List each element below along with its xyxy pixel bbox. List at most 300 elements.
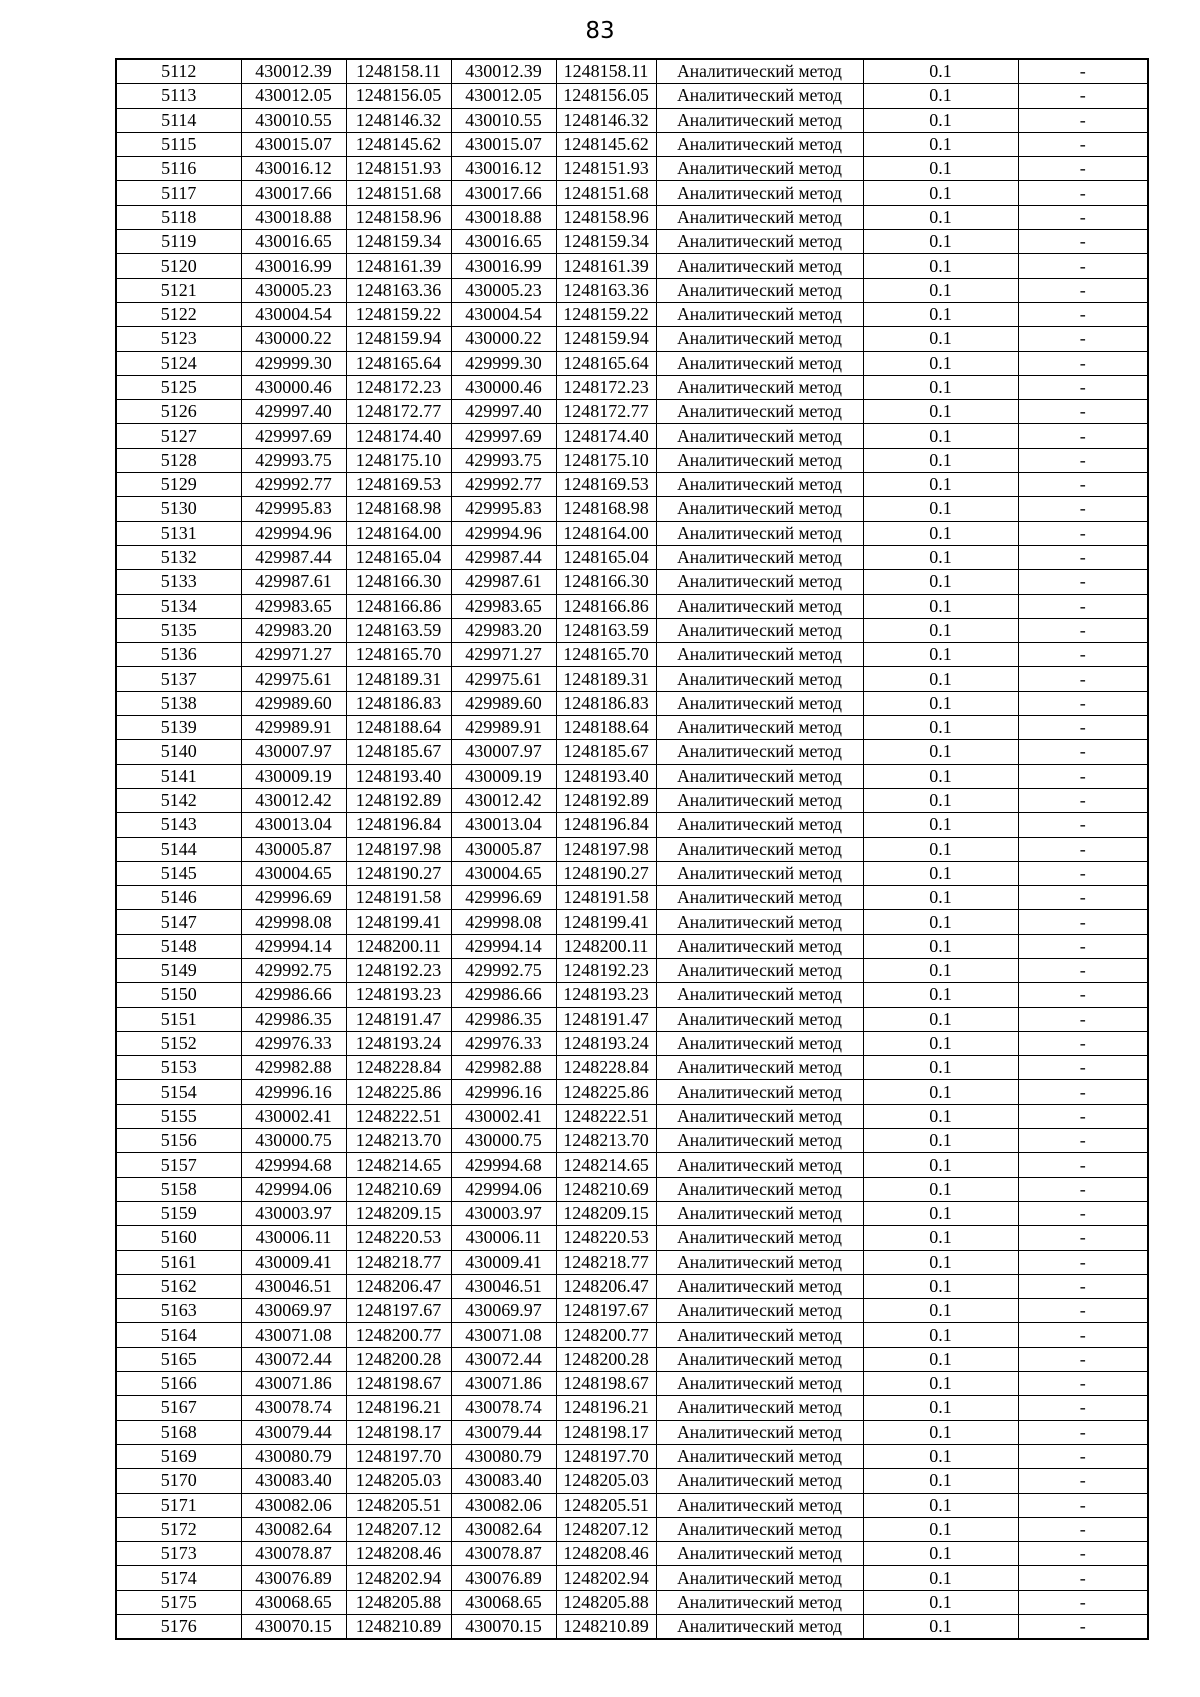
point-number-cell: 5117 — [116, 181, 241, 205]
x-new-cell: 429994.06 — [451, 1177, 556, 1201]
method-cell: Аналитический метод — [656, 1323, 863, 1347]
x-old-cell: 430068.65 — [241, 1590, 346, 1614]
y-old-cell: 1248200.28 — [346, 1347, 451, 1371]
method-cell: Аналитический метод — [656, 643, 863, 667]
accuracy-cell: 0.1 — [863, 861, 1018, 885]
table-row — [116, 1493, 1148, 1517]
point-number-cell: 5151 — [116, 1007, 241, 1031]
description-cell: - — [1018, 108, 1148, 132]
x-new-cell: 429998.08 — [451, 910, 556, 934]
accuracy-cell: 0.1 — [863, 1177, 1018, 1201]
point-number-cell: 5118 — [116, 205, 241, 229]
x-new-cell: 430013.04 — [451, 813, 556, 837]
description-cell: - — [1018, 375, 1148, 399]
description-cell: - — [1018, 861, 1148, 885]
method-cell: Аналитический метод — [656, 983, 863, 1007]
table-row — [116, 424, 1148, 448]
x-new-cell: 429975.61 — [451, 667, 556, 691]
point-number-cell: 5136 — [116, 643, 241, 667]
table-row — [116, 934, 1148, 958]
point-number-cell: 5114 — [116, 108, 241, 132]
point-number-cell: 5163 — [116, 1299, 241, 1323]
y-new-cell: 1248164.00 — [556, 521, 656, 545]
method-cell: Аналитический метод — [656, 497, 863, 521]
table-row — [116, 667, 1148, 691]
x-new-cell: 430071.08 — [451, 1323, 556, 1347]
point-number-cell: 5142 — [116, 788, 241, 812]
table-row — [116, 521, 1148, 545]
accuracy-cell: 0.1 — [863, 59, 1018, 84]
x-new-cell: 429986.35 — [451, 1007, 556, 1031]
x-old-cell: 430018.88 — [241, 205, 346, 229]
point-number-cell: 5160 — [116, 1226, 241, 1250]
y-new-cell: 1248200.28 — [556, 1347, 656, 1371]
y-new-cell: 1248214.65 — [556, 1153, 656, 1177]
y-old-cell: 1248197.67 — [346, 1299, 451, 1323]
y-old-cell: 1248193.24 — [346, 1031, 451, 1055]
x-old-cell: 430006.11 — [241, 1226, 346, 1250]
y-new-cell: 1248174.40 — [556, 424, 656, 448]
method-cell: Аналитический метод — [656, 1396, 863, 1420]
point-number-cell: 5148 — [116, 934, 241, 958]
y-old-cell: 1248218.77 — [346, 1250, 451, 1274]
y-old-cell: 1248166.30 — [346, 570, 451, 594]
accuracy-cell: 0.1 — [863, 1007, 1018, 1031]
x-old-cell: 429975.61 — [241, 667, 346, 691]
y-old-cell: 1248185.67 — [346, 740, 451, 764]
table-row — [116, 594, 1148, 618]
point-number-cell: 5154 — [116, 1080, 241, 1104]
x-old-cell: 430009.19 — [241, 764, 346, 788]
y-new-cell: 1248188.64 — [556, 716, 656, 740]
method-cell: Аналитический метод — [656, 424, 863, 448]
description-cell: - — [1018, 1566, 1148, 1590]
x-old-cell: 430000.75 — [241, 1129, 346, 1153]
x-new-cell: 430078.74 — [451, 1396, 556, 1420]
y-old-cell: 1248163.59 — [346, 618, 451, 642]
x-new-cell: 430078.87 — [451, 1542, 556, 1566]
y-old-cell: 1248206.47 — [346, 1274, 451, 1298]
method-cell: Аналитический метод — [656, 1250, 863, 1274]
description-cell: - — [1018, 958, 1148, 982]
x-new-cell: 429994.96 — [451, 521, 556, 545]
y-new-cell: 1248193.40 — [556, 764, 656, 788]
point-number-cell: 5129 — [116, 473, 241, 497]
description-cell: - — [1018, 716, 1148, 740]
description-cell: - — [1018, 1056, 1148, 1080]
method-cell: Аналитический метод — [656, 570, 863, 594]
y-old-cell: 1248214.65 — [346, 1153, 451, 1177]
description-cell: - — [1018, 254, 1148, 278]
y-new-cell: 1248145.62 — [556, 132, 656, 156]
accuracy-cell: 0.1 — [863, 278, 1018, 302]
y-old-cell: 1248169.53 — [346, 473, 451, 497]
x-new-cell: 430002.41 — [451, 1104, 556, 1128]
x-old-cell: 429986.35 — [241, 1007, 346, 1031]
table-row — [116, 545, 1148, 569]
y-new-cell: 1248205.03 — [556, 1469, 656, 1493]
accuracy-cell: 0.1 — [863, 1153, 1018, 1177]
x-new-cell: 430017.66 — [451, 181, 556, 205]
method-cell: Аналитический метод — [656, 1517, 863, 1541]
y-old-cell: 1248196.84 — [346, 813, 451, 837]
table-row — [116, 570, 1148, 594]
point-number-cell: 5172 — [116, 1517, 241, 1541]
description-cell: - — [1018, 545, 1148, 569]
x-old-cell: 429999.30 — [241, 351, 346, 375]
description-cell: - — [1018, 1031, 1148, 1055]
description-cell: - — [1018, 910, 1148, 934]
x-old-cell: 430078.87 — [241, 1542, 346, 1566]
y-old-cell: 1248202.94 — [346, 1566, 451, 1590]
description-cell: - — [1018, 1177, 1148, 1201]
table-row — [116, 1250, 1148, 1274]
description-cell: - — [1018, 1444, 1148, 1468]
accuracy-cell: 0.1 — [863, 1493, 1018, 1517]
x-old-cell: 429992.77 — [241, 473, 346, 497]
x-old-cell: 429994.68 — [241, 1153, 346, 1177]
point-number-cell: 5119 — [116, 230, 241, 254]
point-number-cell: 5156 — [116, 1129, 241, 1153]
y-old-cell: 1248189.31 — [346, 667, 451, 691]
description-cell: - — [1018, 1007, 1148, 1031]
point-number-cell: 5133 — [116, 570, 241, 594]
y-new-cell: 1248207.12 — [556, 1517, 656, 1541]
method-cell: Аналитический метод — [656, 302, 863, 326]
y-new-cell: 1248163.59 — [556, 618, 656, 642]
table-row — [116, 1056, 1148, 1080]
description-cell: - — [1018, 497, 1148, 521]
y-new-cell: 1248196.84 — [556, 813, 656, 837]
description-cell: - — [1018, 1615, 1148, 1640]
description-cell: - — [1018, 813, 1148, 837]
y-new-cell: 1248151.68 — [556, 181, 656, 205]
description-cell: - — [1018, 1153, 1148, 1177]
accuracy-cell: 0.1 — [863, 643, 1018, 667]
description-cell: - — [1018, 1104, 1148, 1128]
y-new-cell: 1248186.83 — [556, 691, 656, 715]
table-row — [116, 1104, 1148, 1128]
y-new-cell: 1248220.53 — [556, 1226, 656, 1250]
y-new-cell: 1248222.51 — [556, 1104, 656, 1128]
description-cell: - — [1018, 1274, 1148, 1298]
method-cell: Аналитический метод — [656, 886, 863, 910]
x-new-cell: 429992.77 — [451, 473, 556, 497]
x-new-cell: 430000.22 — [451, 327, 556, 351]
accuracy-cell: 0.1 — [863, 983, 1018, 1007]
accuracy-cell: 0.1 — [863, 1031, 1018, 1055]
method-cell: Аналитический метод — [656, 716, 863, 740]
y-new-cell: 1248208.46 — [556, 1542, 656, 1566]
x-old-cell: 430016.12 — [241, 157, 346, 181]
method-cell: Аналитический метод — [656, 837, 863, 861]
x-new-cell: 430079.44 — [451, 1420, 556, 1444]
description-cell: - — [1018, 1542, 1148, 1566]
x-new-cell: 429995.83 — [451, 497, 556, 521]
point-number-cell: 5116 — [116, 157, 241, 181]
y-old-cell: 1248191.47 — [346, 1007, 451, 1031]
x-new-cell: 429989.91 — [451, 716, 556, 740]
x-new-cell: 430005.87 — [451, 837, 556, 861]
table-row — [116, 1590, 1148, 1614]
x-new-cell: 430000.46 — [451, 375, 556, 399]
accuracy-cell: 0.1 — [863, 886, 1018, 910]
point-number-cell: 5120 — [116, 254, 241, 278]
accuracy-cell: 0.1 — [863, 1420, 1018, 1444]
y-old-cell: 1248198.17 — [346, 1420, 451, 1444]
y-old-cell: 1248213.70 — [346, 1129, 451, 1153]
table-row — [116, 473, 1148, 497]
y-old-cell: 1248172.23 — [346, 375, 451, 399]
point-number-cell: 5134 — [116, 594, 241, 618]
y-new-cell: 1248205.88 — [556, 1590, 656, 1614]
point-number-cell: 5145 — [116, 861, 241, 885]
point-number-cell: 5124 — [116, 351, 241, 375]
accuracy-cell: 0.1 — [863, 1372, 1018, 1396]
x-old-cell: 430070.15 — [241, 1615, 346, 1640]
accuracy-cell: 0.1 — [863, 1444, 1018, 1468]
x-new-cell: 429987.61 — [451, 570, 556, 594]
x-old-cell: 429994.96 — [241, 521, 346, 545]
description-cell: - — [1018, 1493, 1148, 1517]
accuracy-cell: 0.1 — [863, 837, 1018, 861]
x-new-cell: 430016.65 — [451, 230, 556, 254]
y-new-cell: 1248198.17 — [556, 1420, 656, 1444]
x-new-cell: 429997.69 — [451, 424, 556, 448]
y-new-cell: 1248168.98 — [556, 497, 656, 521]
y-new-cell: 1248196.21 — [556, 1396, 656, 1420]
y-new-cell: 1248161.39 — [556, 254, 656, 278]
method-cell: Аналитический метод — [656, 448, 863, 472]
method-cell: Аналитический метод — [656, 1153, 863, 1177]
description-cell: - — [1018, 132, 1148, 156]
table-row — [116, 1177, 1148, 1201]
description-cell: - — [1018, 302, 1148, 326]
accuracy-cell: 0.1 — [863, 958, 1018, 982]
y-old-cell: 1248158.11 — [346, 59, 451, 84]
point-number-cell: 5137 — [116, 667, 241, 691]
method-cell: Аналитический метод — [656, 1444, 863, 1468]
y-old-cell: 1248197.70 — [346, 1444, 451, 1468]
method-cell: Аналитический метод — [656, 473, 863, 497]
x-new-cell: 429987.44 — [451, 545, 556, 569]
x-old-cell: 429983.20 — [241, 618, 346, 642]
x-new-cell: 429992.75 — [451, 958, 556, 982]
method-cell: Аналитический метод — [656, 1542, 863, 1566]
table-row — [116, 1129, 1148, 1153]
x-new-cell: 429983.20 — [451, 618, 556, 642]
accuracy-cell: 0.1 — [863, 327, 1018, 351]
x-new-cell: 430016.12 — [451, 157, 556, 181]
accuracy-cell: 0.1 — [863, 205, 1018, 229]
y-new-cell: 1248205.51 — [556, 1493, 656, 1517]
method-cell: Аналитический метод — [656, 861, 863, 885]
y-new-cell: 1248159.94 — [556, 327, 656, 351]
table-row — [116, 764, 1148, 788]
x-new-cell: 430007.97 — [451, 740, 556, 764]
table-row — [116, 691, 1148, 715]
accuracy-cell: 0.1 — [863, 1250, 1018, 1274]
x-old-cell: 429997.40 — [241, 400, 346, 424]
y-new-cell: 1248190.27 — [556, 861, 656, 885]
point-number-cell: 5141 — [116, 764, 241, 788]
method-cell: Аналитический метод — [656, 230, 863, 254]
description-cell: - — [1018, 618, 1148, 642]
description-cell: - — [1018, 205, 1148, 229]
x-old-cell: 430069.97 — [241, 1299, 346, 1323]
accuracy-cell: 0.1 — [863, 108, 1018, 132]
x-old-cell: 430083.40 — [241, 1469, 346, 1493]
y-new-cell: 1248225.86 — [556, 1080, 656, 1104]
accuracy-cell: 0.1 — [863, 230, 1018, 254]
table-row — [116, 205, 1148, 229]
y-old-cell: 1248145.62 — [346, 132, 451, 156]
y-old-cell: 1248165.70 — [346, 643, 451, 667]
y-old-cell: 1248205.88 — [346, 1590, 451, 1614]
method-cell: Аналитический метод — [656, 132, 863, 156]
description-cell: - — [1018, 1226, 1148, 1250]
x-old-cell: 430012.42 — [241, 788, 346, 812]
accuracy-cell: 0.1 — [863, 716, 1018, 740]
table-row — [116, 84, 1148, 108]
accuracy-cell: 0.1 — [863, 1299, 1018, 1323]
y-new-cell: 1248146.32 — [556, 108, 656, 132]
table-row — [116, 302, 1148, 326]
accuracy-cell: 0.1 — [863, 400, 1018, 424]
y-old-cell: 1248205.03 — [346, 1469, 451, 1493]
point-number-cell: 5170 — [116, 1469, 241, 1493]
description-cell: - — [1018, 740, 1148, 764]
description-cell: - — [1018, 691, 1148, 715]
y-new-cell: 1248193.23 — [556, 983, 656, 1007]
y-old-cell: 1248151.93 — [346, 157, 451, 181]
accuracy-cell: 0.1 — [863, 764, 1018, 788]
y-old-cell: 1248165.04 — [346, 545, 451, 569]
point-number-cell: 5147 — [116, 910, 241, 934]
x-new-cell: 430009.19 — [451, 764, 556, 788]
table-row — [116, 1299, 1148, 1323]
description-cell: - — [1018, 1201, 1148, 1225]
point-number-cell: 5166 — [116, 1372, 241, 1396]
x-old-cell: 430016.65 — [241, 230, 346, 254]
x-old-cell: 430071.86 — [241, 1372, 346, 1396]
table-row — [116, 230, 1148, 254]
point-number-cell: 5149 — [116, 958, 241, 982]
accuracy-cell: 0.1 — [863, 448, 1018, 472]
accuracy-cell: 0.1 — [863, 132, 1018, 156]
point-number-cell: 5140 — [116, 740, 241, 764]
table-row — [116, 1347, 1148, 1371]
y-old-cell: 1248168.98 — [346, 497, 451, 521]
x-old-cell: 429996.16 — [241, 1080, 346, 1104]
x-old-cell: 430071.08 — [241, 1323, 346, 1347]
point-number-cell: 5113 — [116, 84, 241, 108]
table-row — [116, 327, 1148, 351]
x-new-cell: 430069.97 — [451, 1299, 556, 1323]
y-new-cell: 1248151.93 — [556, 157, 656, 181]
x-old-cell: 430015.07 — [241, 132, 346, 156]
x-new-cell: 430015.07 — [451, 132, 556, 156]
x-new-cell: 430004.65 — [451, 861, 556, 885]
method-cell: Аналитический метод — [656, 254, 863, 278]
method-cell: Аналитический метод — [656, 1420, 863, 1444]
description-cell: - — [1018, 448, 1148, 472]
x-new-cell: 429976.33 — [451, 1031, 556, 1055]
y-new-cell: 1248197.70 — [556, 1444, 656, 1468]
y-new-cell: 1248228.84 — [556, 1056, 656, 1080]
x-old-cell: 429987.44 — [241, 545, 346, 569]
y-old-cell: 1248161.39 — [346, 254, 451, 278]
y-new-cell: 1248192.23 — [556, 958, 656, 982]
table-row — [116, 861, 1148, 885]
y-new-cell: 1248185.67 — [556, 740, 656, 764]
table-row — [116, 1201, 1148, 1225]
accuracy-cell: 0.1 — [863, 254, 1018, 278]
y-old-cell: 1248175.10 — [346, 448, 451, 472]
x-new-cell: 430046.51 — [451, 1274, 556, 1298]
y-old-cell: 1248209.15 — [346, 1201, 451, 1225]
y-old-cell: 1248172.77 — [346, 400, 451, 424]
point-number-cell: 5157 — [116, 1153, 241, 1177]
method-cell: Аналитический метод — [656, 205, 863, 229]
description-cell: - — [1018, 667, 1148, 691]
accuracy-cell: 0.1 — [863, 497, 1018, 521]
y-old-cell: 1248192.23 — [346, 958, 451, 982]
x-new-cell: 429997.40 — [451, 400, 556, 424]
method-cell: Аналитический метод — [656, 1226, 863, 1250]
y-old-cell: 1248166.86 — [346, 594, 451, 618]
y-old-cell: 1248199.41 — [346, 910, 451, 934]
table-row — [116, 813, 1148, 837]
description-cell: - — [1018, 1080, 1148, 1104]
x-old-cell: 429996.69 — [241, 886, 346, 910]
table-row — [116, 254, 1148, 278]
table-row — [116, 983, 1148, 1007]
point-number-cell: 5131 — [116, 521, 241, 545]
y-old-cell: 1248220.53 — [346, 1226, 451, 1250]
point-number-cell: 5150 — [116, 983, 241, 1007]
table-row — [116, 958, 1148, 982]
method-cell: Аналитический метод — [656, 1347, 863, 1371]
x-new-cell: 430082.06 — [451, 1493, 556, 1517]
accuracy-cell: 0.1 — [863, 1226, 1018, 1250]
accuracy-cell: 0.1 — [863, 1517, 1018, 1541]
x-old-cell: 430000.22 — [241, 327, 346, 351]
accuracy-cell: 0.1 — [863, 1347, 1018, 1371]
point-number-cell: 5144 — [116, 837, 241, 861]
y-old-cell: 1248165.64 — [346, 351, 451, 375]
method-cell: Аналитический метод — [656, 545, 863, 569]
method-cell: Аналитический метод — [656, 59, 863, 84]
y-old-cell: 1248208.46 — [346, 1542, 451, 1566]
accuracy-cell: 0.1 — [863, 521, 1018, 545]
y-old-cell: 1248164.00 — [346, 521, 451, 545]
description-cell: - — [1018, 327, 1148, 351]
x-old-cell: 430010.55 — [241, 108, 346, 132]
y-old-cell: 1248146.32 — [346, 108, 451, 132]
y-new-cell: 1248169.53 — [556, 473, 656, 497]
x-new-cell: 430005.23 — [451, 278, 556, 302]
method-cell: Аналитический метод — [656, 813, 863, 837]
x-old-cell: 429971.27 — [241, 643, 346, 667]
method-cell: Аналитический метод — [656, 691, 863, 715]
accuracy-cell: 0.1 — [863, 1274, 1018, 1298]
table-row — [116, 886, 1148, 910]
y-old-cell: 1248207.12 — [346, 1517, 451, 1541]
accuracy-cell: 0.1 — [863, 1469, 1018, 1493]
accuracy-cell: 0.1 — [863, 788, 1018, 812]
y-old-cell: 1248151.68 — [346, 181, 451, 205]
